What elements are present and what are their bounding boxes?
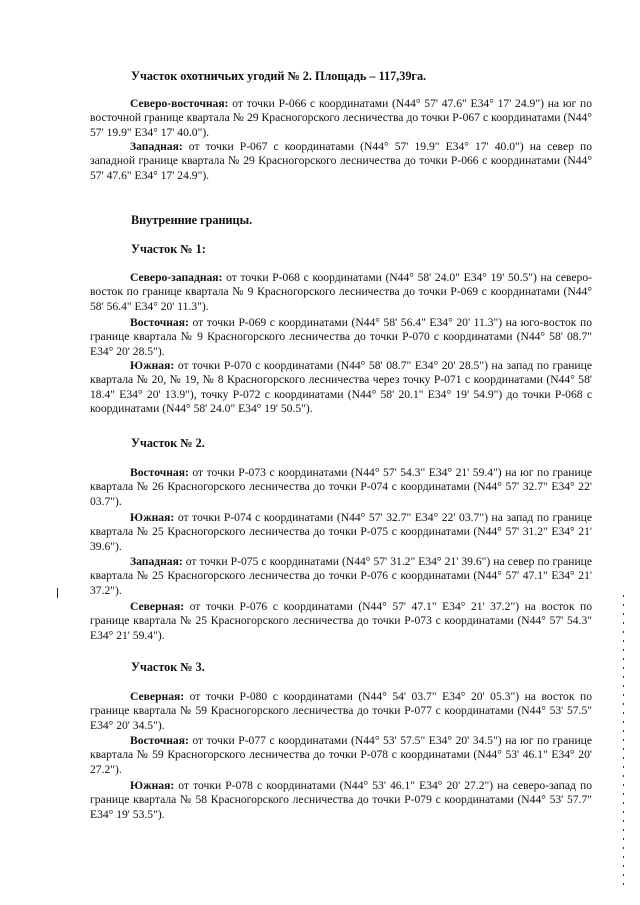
border-label: Восточная:	[130, 316, 189, 329]
border-paragraph	[90, 779, 592, 822]
scan-edge-line	[623, 595, 624, 890]
border-label: Южная:	[130, 359, 175, 372]
border-text: от точки Р-066 с координатами (N44° 57' 47.6" E34° 17' 24.9") на юг по восточной границе квартала № 29 Красногорского лесничества до точки Р-067 с координатами (N44° 57' 19.9" E34° 17' 40.0").	[90, 97, 592, 139]
border-label: Западная:	[130, 555, 183, 568]
border-paragraph	[90, 466, 592, 509]
border-text: от точки Р-076 с координатами (N44° 57' 47.1" E34° 21' 37.2") на восток по границе квартала № 25 Красногорского лесничества до точки Р-073 с координатами (N44° 57' 54.3" E34° 21' 59.4").	[90, 600, 592, 642]
border-text: от точки Р-067 с координатами (N44° 57' 19.9" E34° 17' 40.0") на север по западной границе квартала № 29 Красногорского лесничества до точки Р-066 с координатами (N44° 57' 47.6" E34° 17' 24.9").	[90, 140, 592, 182]
border-label: Южная:	[130, 779, 175, 792]
section-3-heading: Участок № 3.	[131, 660, 205, 674]
border-paragraph	[90, 359, 592, 417]
border-text: от точки Р-074 с координатами (N44° 57' 32.7" E34° 22' 03.7") на запад по границе квартала № 25 Красногорского лесничества до точки Р-075 с координатами (N44° 57' 31.2" E34° 21' 39.6").	[90, 511, 592, 553]
border-paragraph	[90, 734, 592, 777]
border-label: Западная:	[130, 140, 183, 153]
border-paragraph	[90, 555, 592, 598]
border-label: Северная:	[130, 600, 185, 613]
internal-borders-heading: Внутренние границы.	[131, 213, 253, 227]
border-text: от точки Р-080 с координатами (N44° 54' 03.7" E34° 20' 05.3") на восток по границе квартала № 59 Красногорского лесничества до точки Р-077 с координатами (N44° 53' 57.5" E34° 20' 34.5").	[90, 690, 592, 732]
border-paragraph	[90, 690, 592, 733]
section-1-heading: Участок № 1:	[131, 242, 206, 256]
border-text: от точки Р-078 с координатами (N44° 53' 46.1" E34° 20' 27.2") на северо-запад по границе квартала № 58 Красногорского лесничества до точки Р-079 с координатами (N44° 53' 57.7" E34° 19' 53.5").	[90, 779, 592, 821]
border-paragraph	[90, 511, 592, 554]
border-text: от точки Р-070 с координатами (N44° 58' 08.7" E34° 20' 28.5") на запад по границе квартала № 20, № 19, № 8 Красногорского лесничества через точку Р-071 с координатами (N44° 58' 18.4" E34° 20' 13.9"), точку Р-072 с координатами (N44° 58' 20.1" E34° 19' 54.9") до точки Р-068 с координатами (N44° 58' 24.0" E34° 19' 50.5").	[90, 359, 592, 416]
border-paragraph	[90, 271, 592, 314]
section-2-heading: Участок № 2.	[131, 436, 205, 450]
border-label: Южная:	[130, 511, 175, 524]
document-title: Участок охотничьих угодий № 2. Площадь – 117,39га.	[131, 69, 427, 83]
border-label: Северо-западная:	[130, 271, 223, 284]
border-text: от точки Р-073 с координатами (N44° 57' 54.3" E34° 21' 59.4") на юг по границе квартала № 26 Красногорского лесничества до точки Р-074 с координатами (N44° 57' 32.7" E34° 22' 03.7").	[90, 466, 592, 508]
border-label: Восточная:	[130, 734, 189, 747]
border-text: от точки Р-068 с координатами (N44° 58' 24.0" E34° 19' 50.5") на северо-восток по границе квартала № 9 Красногорского лесничества до точки Р-069 с координатами (N44° 58' 56.4" E34° 20' 11.3").	[90, 271, 592, 313]
scan-mark	[57, 588, 58, 598]
border-label: Северная:	[130, 690, 185, 703]
border-label: Восточная:	[130, 466, 189, 479]
border-text: от точки Р-077 с координатами (N44° 53' 57.5" E34° 20' 34.5") на юг по границе квартала № 59 Красногорского лесничества до точки Р-078 с координатами (N44° 53' 46.1" E34° 20' 27.2").	[90, 734, 592, 776]
border-label: Северо-восточная:	[130, 97, 229, 110]
border-paragraph	[90, 600, 592, 643]
border-paragraph	[90, 97, 592, 140]
border-text: от точки Р-069 с координатами (N44° 58' 56.4" E34° 20' 11.3") на юго-восток по границе квартала № 9 Красногорского лесничества до точки Р-070 с координатами (N44° 58' 08.7" E34° 20' 28.5").	[90, 316, 592, 358]
border-paragraph	[90, 316, 592, 359]
border-paragraph	[90, 140, 592, 183]
border-text: от точки Р-075 с координатами (N44° 57' 31.2" E34° 21' 39.6") на север по границе квартала № 25 Красногорского лесничества до точки Р-076 с координатами (N44° 57' 47.1" E34° 21' 37.2").	[90, 555, 592, 597]
